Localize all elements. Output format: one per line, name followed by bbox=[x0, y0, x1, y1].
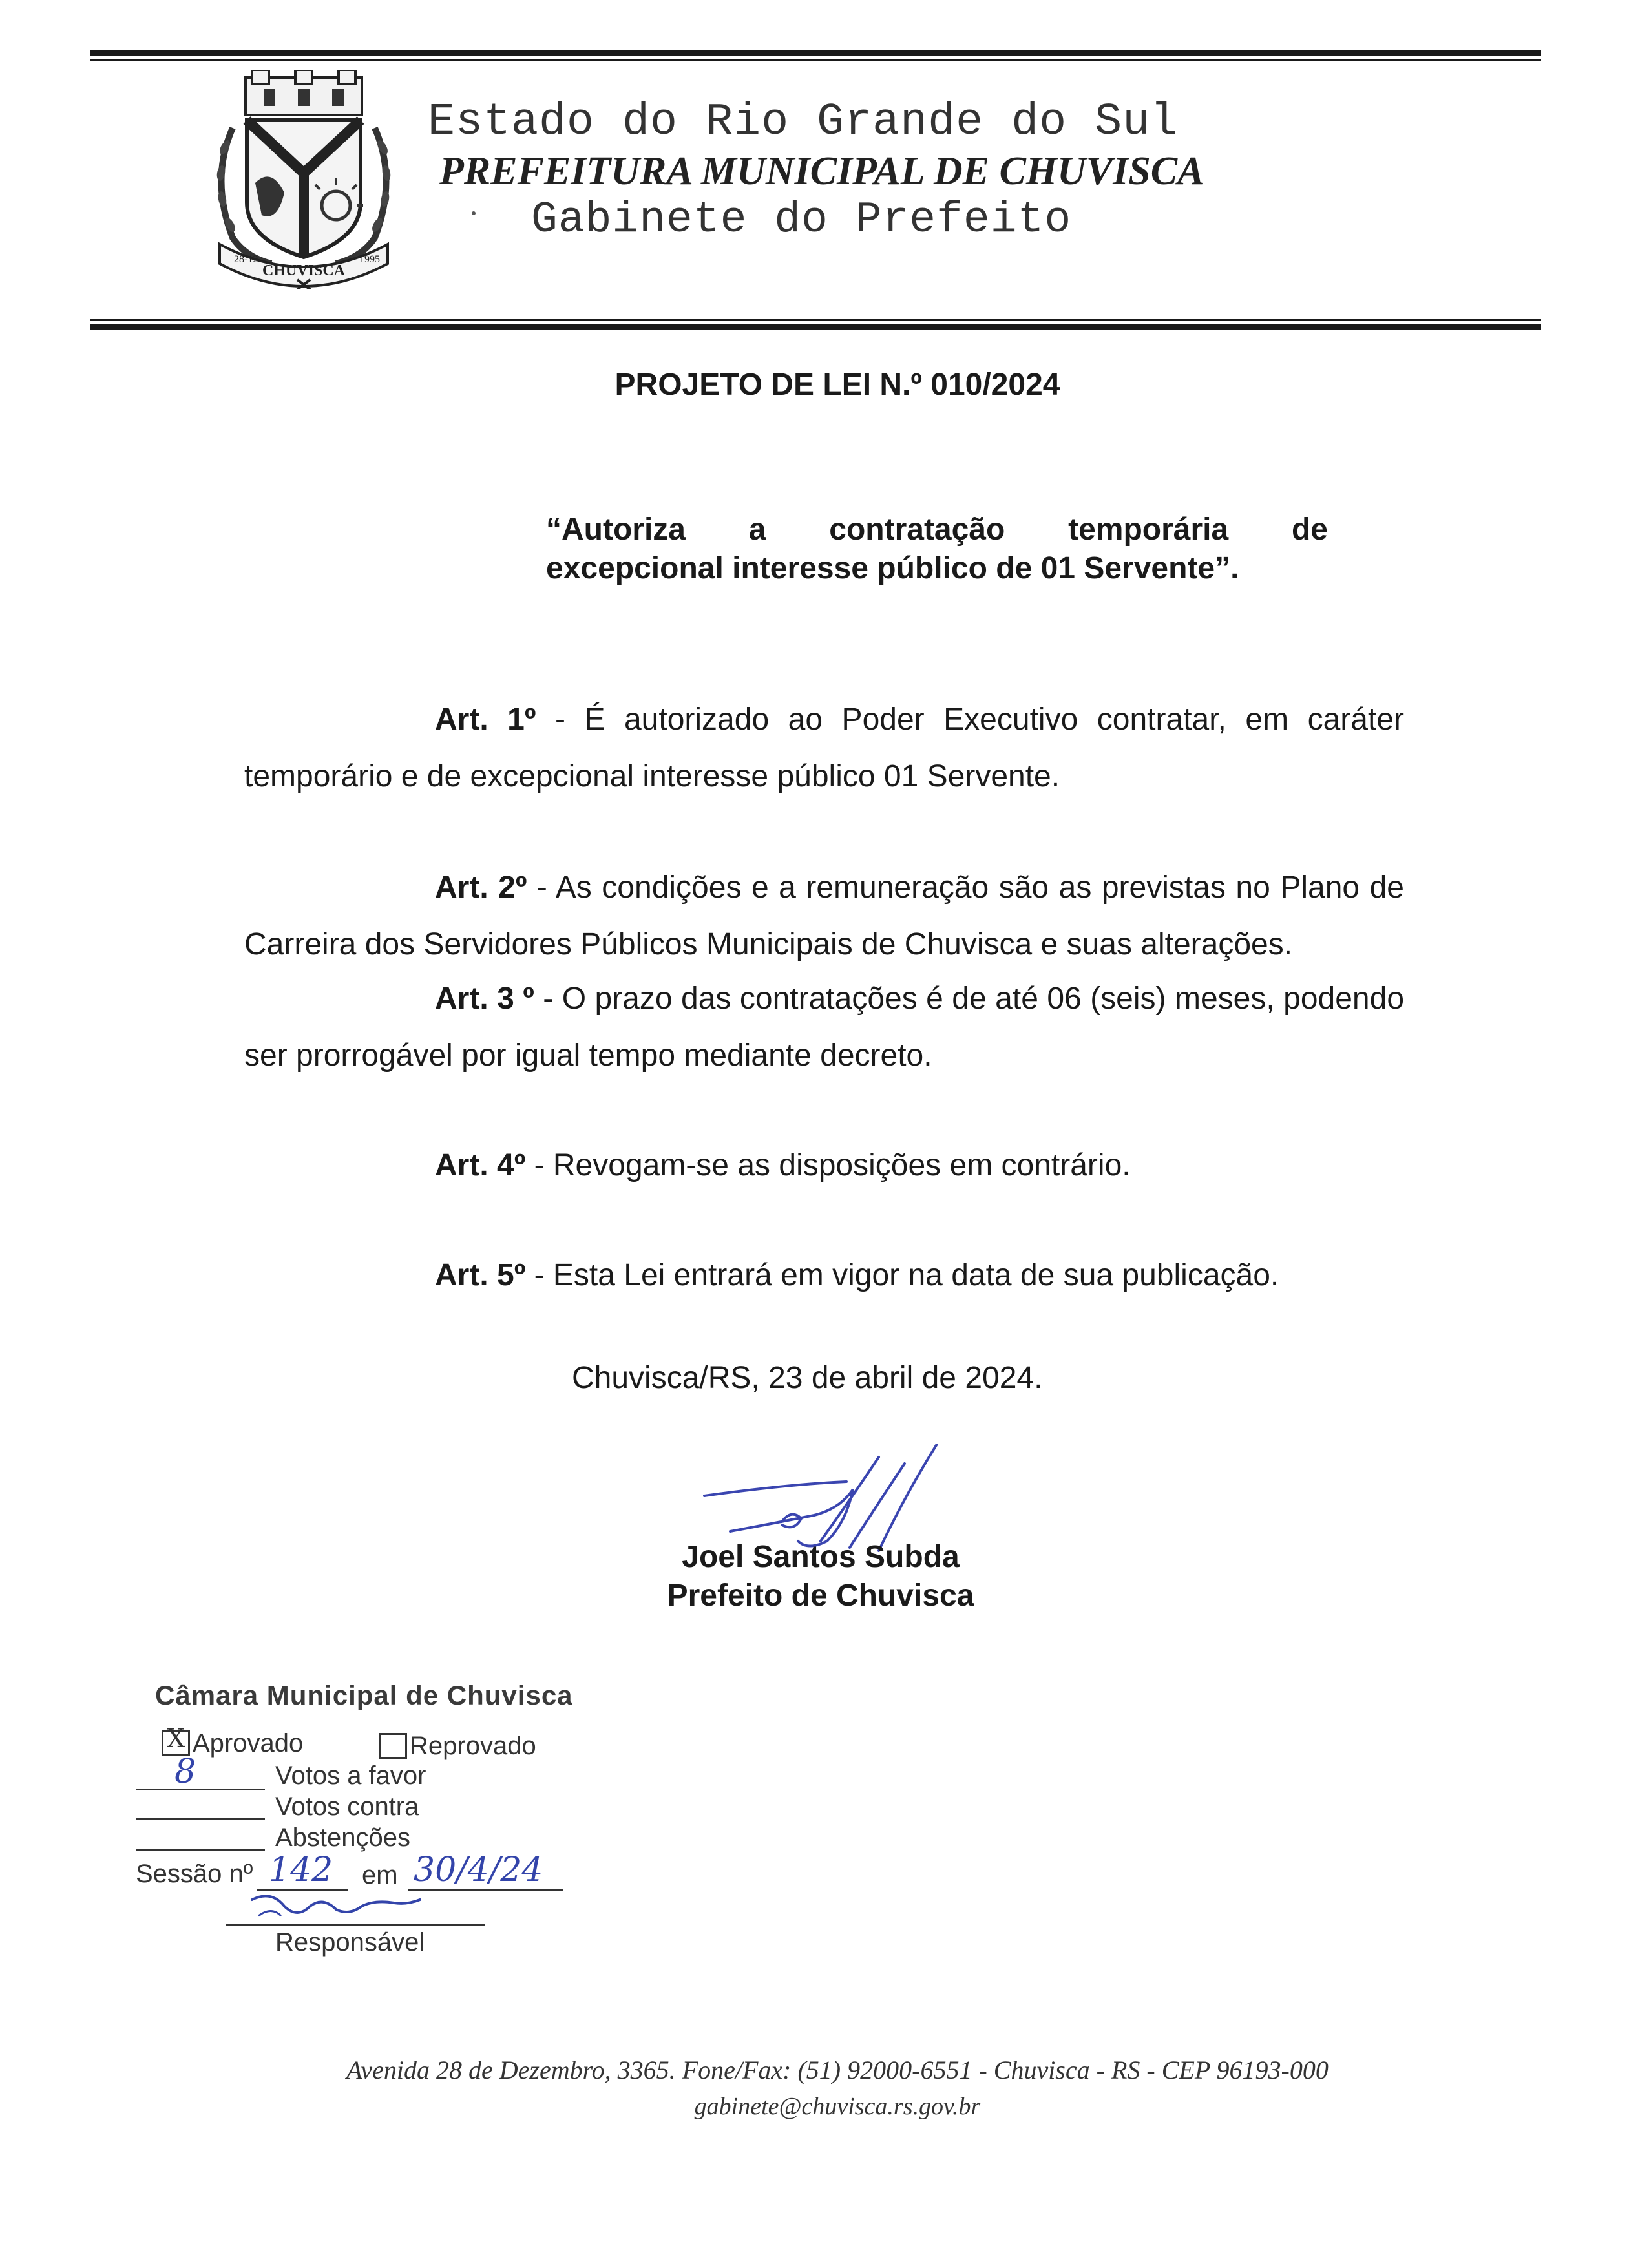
article-2-label: Art. 2º bbox=[435, 870, 527, 905]
responsible-label: Responsável bbox=[275, 1928, 425, 1957]
stamp-title: Câmara Municipal de Chuvisca bbox=[155, 1680, 573, 1710]
session-on-label: em bbox=[362, 1861, 398, 1889]
abstentions-label: Abstenções bbox=[275, 1823, 411, 1852]
chamber-approval-stamp bbox=[129, 1680, 607, 1977]
header-dot bbox=[472, 211, 476, 215]
article-3-text: - O prazo das contratações é de até 06 (seis) meses, podendo ser prorrogável por igual tempo mediante decreto. bbox=[244, 982, 1405, 1073]
article-3 bbox=[244, 971, 1404, 1084]
crest-banner-text: CHUVISCA bbox=[262, 262, 346, 279]
ementa-line-1: “Autoriza a contratação temporária de bbox=[546, 512, 1328, 547]
rejected-checkbox bbox=[379, 1733, 407, 1759]
document-title: PROJETO DE LEI N.º 010/2024 bbox=[614, 368, 1060, 402]
article-5 bbox=[244, 1247, 1404, 1304]
votes-against-label: Votos contra bbox=[275, 1792, 419, 1821]
article-4 bbox=[244, 1137, 1404, 1194]
article-4-label: Art. 4º bbox=[435, 1148, 526, 1182]
crest-year-left: 28-12 bbox=[234, 254, 258, 265]
abstentions-blank bbox=[136, 1849, 265, 1851]
article-3-label: Art. 3 º bbox=[435, 982, 534, 1016]
header-bottom-rule bbox=[90, 319, 1541, 330]
header-state: Estado do Rio Grande do Sul bbox=[428, 97, 1179, 148]
session-date-blank bbox=[408, 1889, 563, 1891]
session-label: Sessão nº bbox=[136, 1860, 253, 1888]
rejected-label: Reprovado bbox=[410, 1732, 536, 1760]
votes-for-blank bbox=[136, 1789, 265, 1790]
footer-address: Avenida 28 de Dezembro, 3365. Fone/Fax: (51) 92000-6551 - Chuvisca - RS - CEP 96193-000 bbox=[346, 2055, 1329, 2084]
ementa bbox=[546, 510, 1328, 588]
article-4-text: - Revogam-se as disposições em contrário. bbox=[525, 1148, 1131, 1182]
header-prefeitura: PREFEITURA MUNICIPAL DE CHUVISCA bbox=[439, 149, 1204, 193]
article-2-text: - As condições e a remuneração são as previstas no Plano de Carreira dos Servidores Públicos Municipais de Chuvisca e suas alterações. bbox=[244, 870, 1404, 961]
article-2 bbox=[244, 859, 1404, 973]
ementa-line-2: excepcional interesse público de 01 Servente”. bbox=[546, 551, 1239, 585]
responsible-blank bbox=[226, 1924, 485, 1926]
header-gabinete: Gabinete do Prefeito bbox=[531, 195, 1072, 245]
votes-for-value: 8 bbox=[174, 1752, 196, 1791]
document-date: Chuvisca/RS, 23 de abril de 2024. bbox=[572, 1361, 1043, 1395]
votes-for-label: Votos a favor bbox=[275, 1761, 426, 1790]
article-1 bbox=[244, 691, 1404, 805]
crest-year-right: 1995 bbox=[359, 254, 380, 265]
article-1-label: Art. 1º bbox=[435, 702, 536, 737]
approved-label: Aprovado bbox=[193, 1729, 304, 1758]
approved-mark: X bbox=[167, 1724, 185, 1754]
session-date: 30/4/24 bbox=[414, 1851, 543, 1889]
municipal-coat-of-arms-icon bbox=[207, 70, 401, 289]
footer-email: gabinete@chuvisca.rs.gov.br bbox=[694, 2093, 981, 2120]
article-5-label: Art. 5º bbox=[435, 1258, 526, 1292]
votes-against-blank bbox=[136, 1818, 265, 1820]
session-number: 142 bbox=[269, 1851, 333, 1889]
signer-name: Joel Santos Subda bbox=[682, 1540, 960, 1574]
article-1-text: - É autorizado ao Poder Executivo contratar, em caráter temporário e de excepcional interesse público 01 Servente. bbox=[244, 702, 1405, 793]
signer-role: Prefeito de Chuvisca bbox=[667, 1579, 974, 1613]
header-top-rule bbox=[90, 50, 1541, 61]
responsible-signature-icon bbox=[246, 1887, 426, 1926]
article-5-text: - Esta Lei entrará em vigor na data de sua publicação. bbox=[525, 1258, 1279, 1292]
